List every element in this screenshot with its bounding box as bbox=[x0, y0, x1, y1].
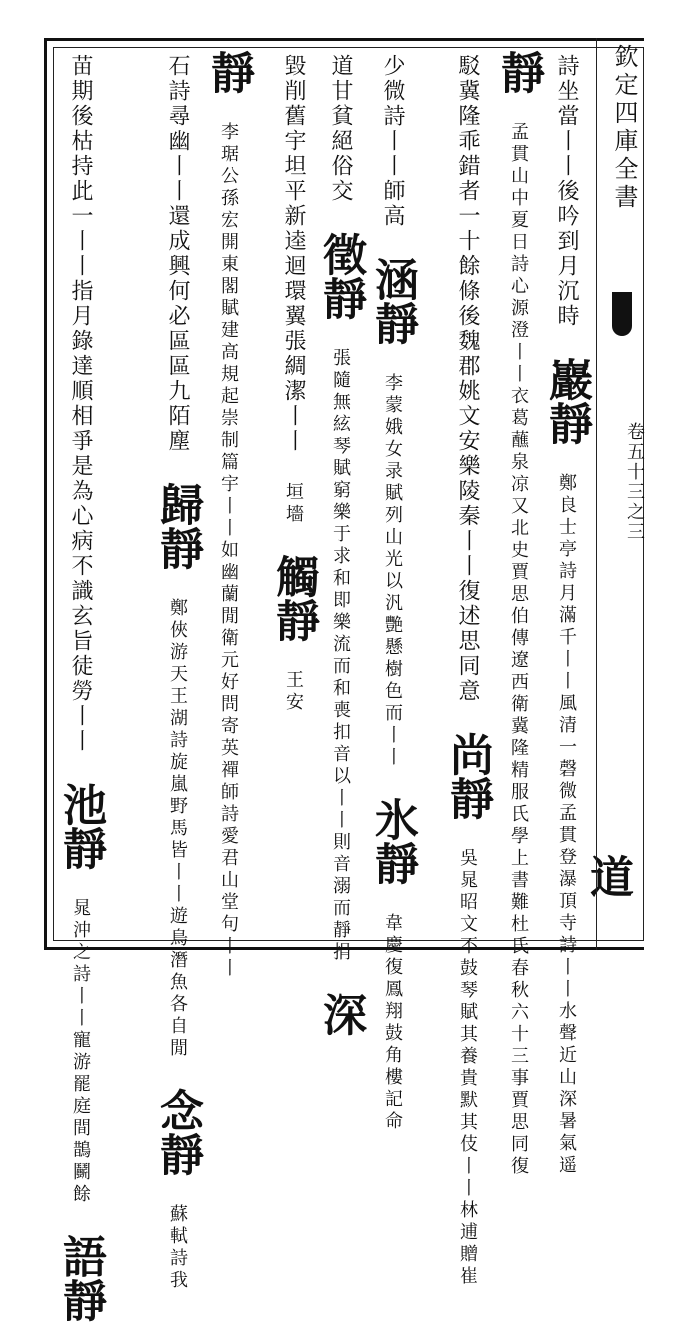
column-6-note-2: 王安 bbox=[283, 670, 304, 714]
column-4-note-2: 韋慶復鳳翔鼓角樓記命 bbox=[382, 913, 403, 1133]
column-9-headword: 池靜 bbox=[55, 782, 106, 870]
column-8-text: 石詩尋幽丨丨還成興何必區區九陌塵 bbox=[165, 54, 190, 454]
column-3-note: 吳晁昭文不鼓琴賦其養貴默其伎丨丨林逋贈崔 bbox=[457, 848, 478, 1288]
column-9 bbox=[55, 54, 106, 1322]
column-2-headword: 靜 bbox=[493, 50, 544, 94]
column-4-headword-2: 氷靜 bbox=[367, 797, 418, 885]
fishtail-mark bbox=[612, 292, 632, 336]
column-8 bbox=[152, 54, 203, 1292]
column-4-note: 李蒙娥女录賦列山光以汎艷懸樹色而丨丨 bbox=[382, 373, 403, 769]
column-3-text: 駁冀隆乖錯者一十餘條後魏郡姚文安樂陵秦丨丨復述思同意 bbox=[455, 54, 480, 704]
column-1 bbox=[541, 54, 592, 1177]
column-2-text: 孟貫山中夏日詩心源澄丨丨衣葛蘸泉凉又北史賈思伯傳遼西衛冀隆精服氏學上書難杜氏春秋六十三事賈思同復 bbox=[508, 122, 529, 1178]
column-6-note: 垣墻 bbox=[283, 482, 304, 526]
book-title: 欽定四庫全書 bbox=[610, 44, 638, 212]
column-5 bbox=[315, 54, 366, 1036]
column-5-headword-2: 深 bbox=[315, 992, 366, 1036]
column-8-headword: 歸靜 bbox=[152, 482, 203, 570]
column-1-note: 鄭良士亭詩月滿千丨丨風清一磬微孟貫登瀑頂寺詩丨丨水聲近山深暑氣遥 bbox=[556, 473, 577, 1177]
column-7-headword: 靜 bbox=[203, 50, 254, 94]
column-6 bbox=[268, 54, 319, 965]
column-7 bbox=[203, 50, 254, 980]
column-2 bbox=[493, 50, 544, 1178]
column-8-note: 鄭俠游天王湖詩旋嵐野馬皆丨丨遊鳥潛魚各自閒 bbox=[167, 598, 188, 1060]
column-8-headword-2: 念靜 bbox=[152, 1088, 203, 1176]
column-4-text: 少微詩丨丨師高 bbox=[380, 54, 405, 229]
column-3-headword: 尚靜 bbox=[442, 732, 493, 820]
column-1-headword: 巖靜 bbox=[541, 357, 592, 445]
column-6-headword: 觸靜 bbox=[268, 554, 319, 642]
column-4 bbox=[367, 54, 418, 1133]
column-5-text: 道甘貧絕俗交 bbox=[328, 54, 353, 204]
column-6-text: 毀削舊宇坦平新逵迴環翼張綢潔丨丨 bbox=[281, 54, 306, 454]
column-9-headword-2: 語靜 bbox=[55, 1234, 106, 1322]
column-9-text: 苗期後枯持此一丨丨指月錄達順相爭是為心病不識玄旨徒勞丨丨 bbox=[68, 54, 93, 754]
column-4-headword: 涵靜 bbox=[367, 257, 418, 345]
column-8-note-2: 蘇軾詩我 bbox=[167, 1204, 188, 1292]
column-5-note: 張隨無絃琴賦窮樂于求和即樂流而和喪扣音以丨丨則音溺而靜捐 bbox=[330, 348, 351, 964]
juan-number: 卷五十三之三 bbox=[624, 422, 645, 542]
column-7-text: 李琚公孫宏開東閣賦建高規起崇制篇宇丨丨如幽蘭閒衛元好問寄英禪師詩愛君山堂句丨丨 bbox=[218, 122, 239, 980]
column-5-headword: 徵靜 bbox=[315, 232, 366, 320]
column-9-note: 晁沖之詩丨丨寵游罷庭間鵲鬭餘 bbox=[70, 898, 91, 1206]
column-1-headword-2: 道 bbox=[582, 854, 633, 898]
column-1-text: 詩坐當丨丨後吟到月沉時 bbox=[554, 54, 579, 329]
column-3 bbox=[442, 54, 493, 1288]
